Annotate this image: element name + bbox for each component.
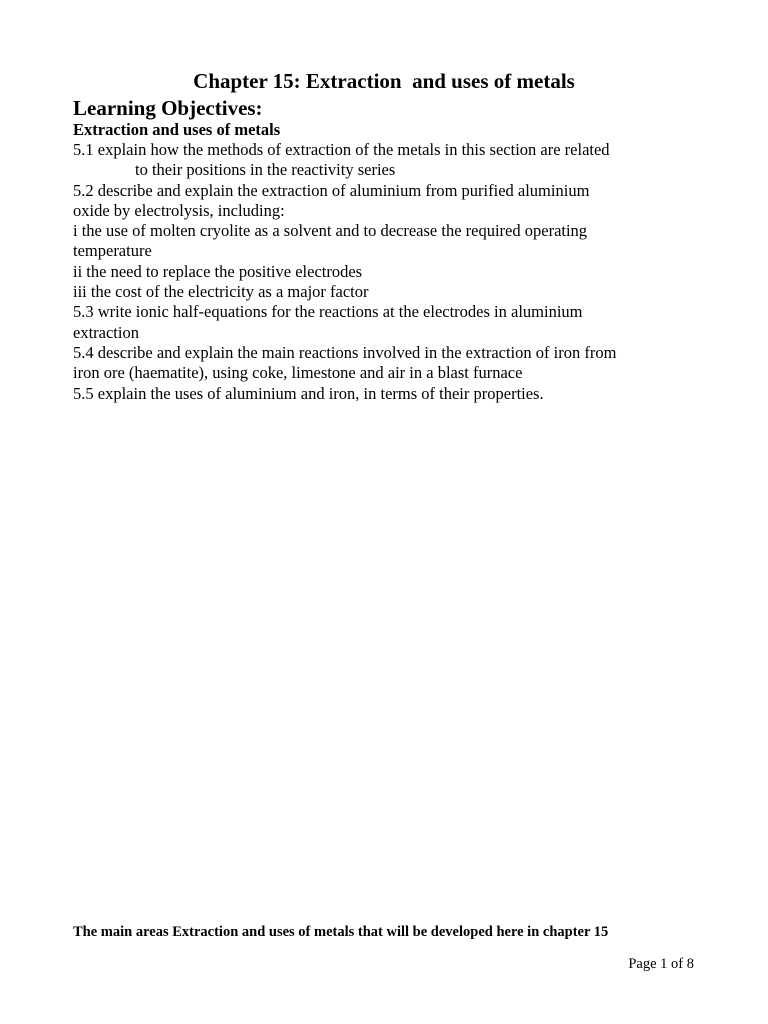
objective-line: extraction [73, 322, 139, 342]
footer-note: The main areas Extraction and uses of metals that will be developed here in chapter 15 [73, 924, 609, 940]
section-heading: Extraction and uses of metals [73, 120, 281, 139]
page-number: Page 1 of 8 [628, 956, 694, 972]
objective-line: temperature [73, 241, 152, 261]
objective-line: oxide by electrolysis, including: [73, 200, 285, 220]
objective-line: 5.1 explain how the methods of extraction of the metals in this section are related [73, 140, 610, 159]
objective-line: 5.3 write ionic half-equations for the reactions at the electrodes in aluminium [73, 302, 583, 322]
chapter-title: Chapter 15: Extraction and uses of metals [193, 69, 575, 93]
objective-line: ii the need to replace the positive electrodes [73, 261, 363, 281]
objective-line: iii the cost of the electricity as a major factor [73, 282, 369, 302]
objective-line: 5.4 describe and explain the main reactions involved in the extraction of iron from [73, 342, 617, 362]
learning-objectives-heading: Learning Objectives: [73, 96, 263, 120]
objective-line: to their positions in the reactivity series [135, 160, 396, 180]
objective-line: iron ore (haematite), using coke, limestone and air in a blast furnace [73, 363, 523, 383]
objective-line: i the use of molten cryolite as a solvent and to decrease the required operating [73, 221, 588, 241]
objective-line: 5.5 explain the uses of aluminium and iron, in terms of their properties. [73, 383, 544, 403]
objectives-list [73, 140, 713, 404]
objective-line: 5.2 describe and explain the extraction of aluminium from purified aluminium [73, 180, 590, 200]
